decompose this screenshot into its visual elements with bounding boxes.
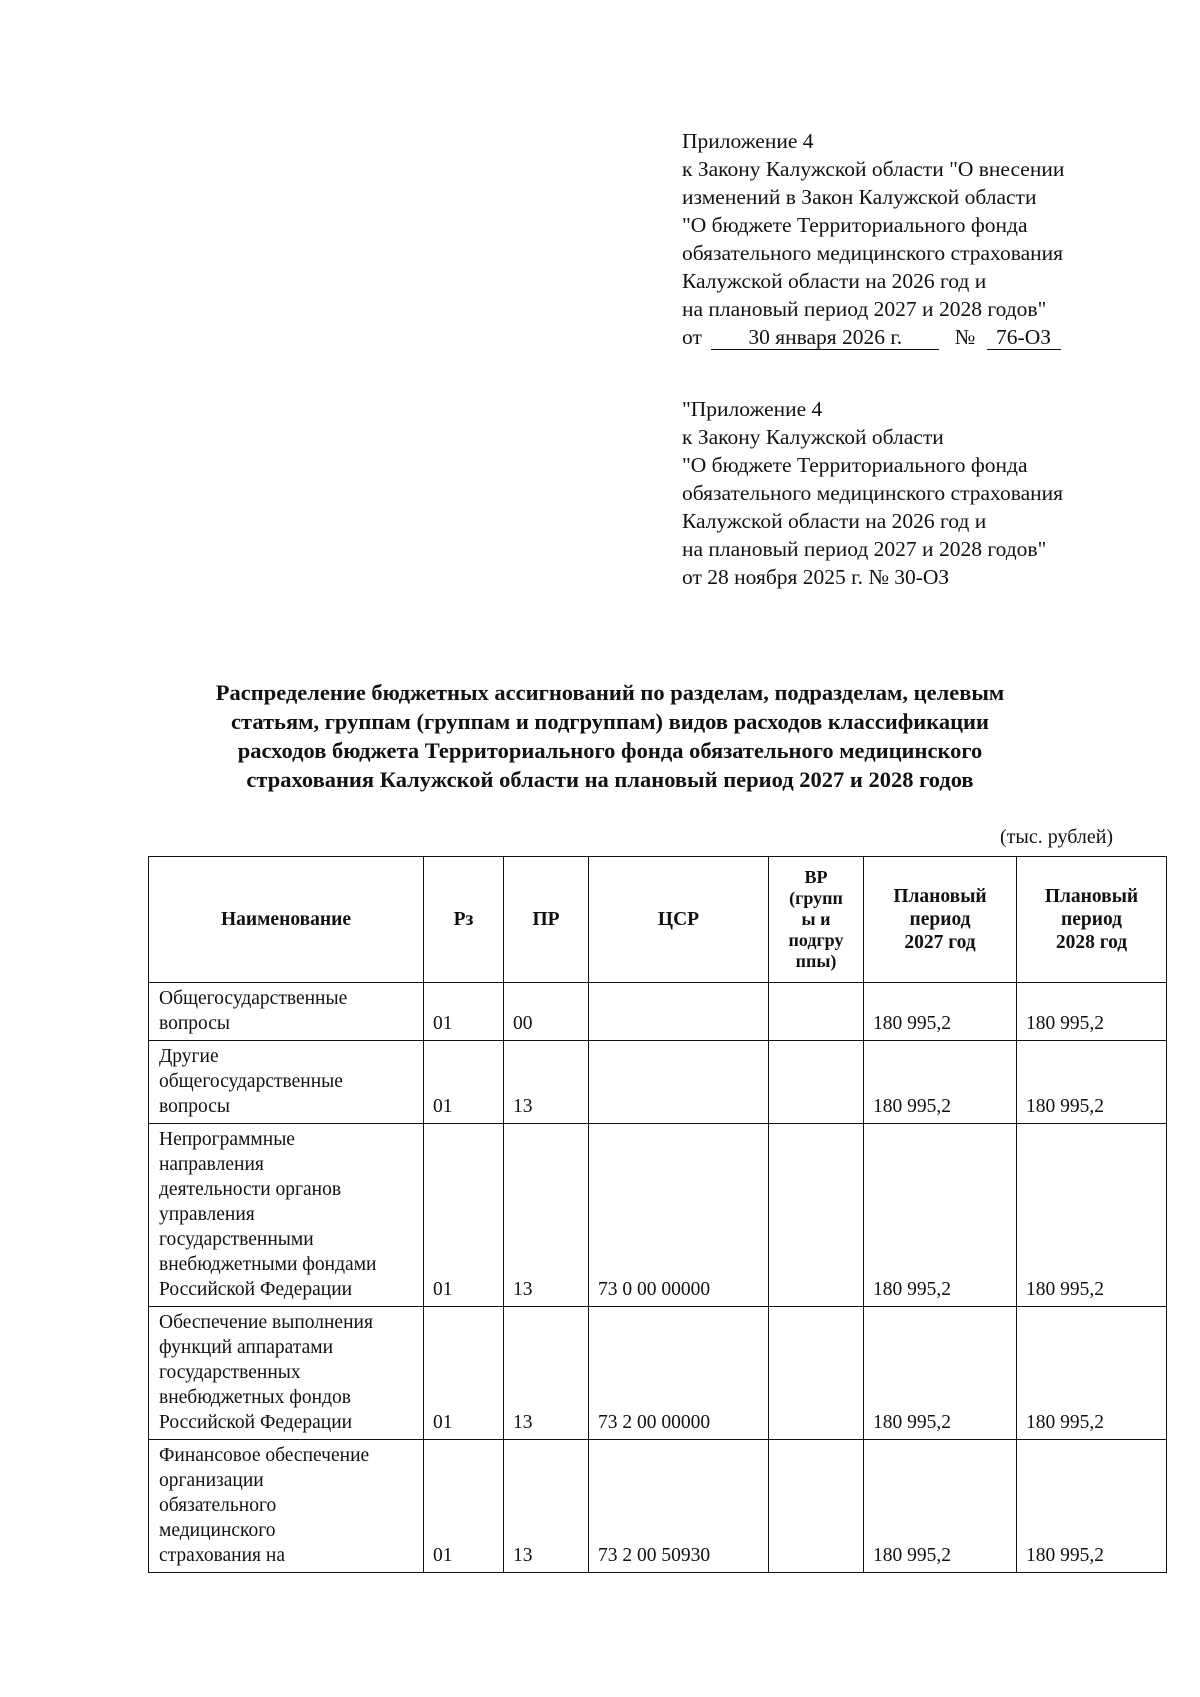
title-line: расходов бюджета Территориального фонда обязательного медицинского <box>237 738 983 763</box>
law-date-line <box>682 323 1182 351</box>
appendix-line: Приложение 4 <box>682 129 814 153</box>
row-vr <box>769 1041 864 1124</box>
row-2027: 180 995,2 <box>864 1307 1017 1440</box>
header-vr: ВР (групп ы и подгру ппы) <box>769 857 864 983</box>
header-pr: ПР <box>504 857 589 983</box>
row-2028: 180 995,2 <box>1017 983 1167 1041</box>
row-vr <box>769 1440 864 1573</box>
row-pr: 13 <box>504 1440 589 1573</box>
table-row <box>149 1307 1167 1440</box>
table-row <box>149 1124 1167 1307</box>
row-vr <box>769 983 864 1041</box>
row-name: Финансовое обеспечение организации обязательного медицинского страхования на <box>149 1440 424 1573</box>
row-2028: 180 995,2 <box>1017 1440 1167 1573</box>
number-sign: № <box>954 325 976 349</box>
row-csr: 73 0 00 00000 <box>589 1124 769 1307</box>
appendix-line: обязательного медицинского страхования <box>682 481 1064 505</box>
appendix-line: Калужской области на 2026 год и <box>682 509 987 533</box>
appendix-line: Калужской области на 2026 год и <box>682 269 987 293</box>
title-line: Распределение бюджетных ассигнований по разделам, подразделам, целевым <box>215 680 1005 705</box>
row-rz: 01 <box>424 1124 504 1307</box>
document-title <box>130 678 1090 794</box>
row-name: Общегосударственные вопросы <box>149 983 424 1041</box>
row-pr: 13 <box>504 1124 589 1307</box>
row-csr: 73 2 00 00000 <box>589 1307 769 1440</box>
row-csr: 73 2 00 50930 <box>589 1440 769 1573</box>
table-header-row <box>149 857 1167 983</box>
appendix-line: на плановый период 2027 и 2028 годов" <box>682 297 1047 321</box>
row-2027: 180 995,2 <box>864 983 1017 1041</box>
table-row <box>149 1041 1167 1124</box>
row-rz: 01 <box>424 983 504 1041</box>
appendix-line: обязательного медицинского страхования <box>682 241 1064 265</box>
appendix-line: к Закону Калужской области <box>682 425 944 449</box>
appendix-header-old <box>682 395 1182 591</box>
row-name: Другие общегосударственные вопросы <box>149 1041 424 1124</box>
appendix-line: к Закону Калужской области "О внесении <box>682 157 1065 181</box>
row-rz: 01 <box>424 1041 504 1124</box>
row-rz: 01 <box>424 1307 504 1440</box>
appendix-line: "О бюджете Территориального фонда <box>682 213 1028 237</box>
title-line: статьям, группам (группам и подгруппам) видов расходов классификации <box>231 709 989 734</box>
header-name: Наименование <box>149 857 424 983</box>
row-2028: 180 995,2 <box>1017 1041 1167 1124</box>
row-rz: 01 <box>424 1440 504 1573</box>
appendix-line: на плановый период 2027 и 2028 годов" <box>682 537 1047 561</box>
header-rz: Рз <box>424 857 504 983</box>
row-name: Непрограммные направления деятельности органов управления государственными внебюджетными фондами Российской Федерации <box>149 1124 424 1307</box>
budget-table <box>148 856 1167 1573</box>
from-prefix: от <box>682 325 702 349</box>
appendix-line: от 28 ноября 2025 г. № 30-ОЗ <box>682 565 950 589</box>
appendix-header-new <box>682 127 1182 351</box>
row-csr <box>589 1041 769 1124</box>
row-2028: 180 995,2 <box>1017 1124 1167 1307</box>
appendix-line: "Приложение 4 <box>682 397 823 421</box>
row-2028: 180 995,2 <box>1017 1307 1167 1440</box>
row-name: Обеспечение выполнения функций аппаратами государственных внебюджетных фондов Российской Федерации <box>149 1307 424 1440</box>
row-2027: 180 995,2 <box>864 1124 1017 1307</box>
table-row <box>149 1440 1167 1573</box>
row-pr: 13 <box>504 1041 589 1124</box>
header-2028: Плановый период 2028 год <box>1017 857 1167 983</box>
row-vr <box>769 1124 864 1307</box>
law-date: 30 января 2026 г. <box>711 325 939 350</box>
appendix-line: "О бюджете Территориального фонда <box>682 453 1028 477</box>
row-csr <box>589 983 769 1041</box>
header-2027: Плановый период 2027 год <box>864 857 1017 983</box>
row-pr: 00 <box>504 983 589 1041</box>
appendix-line: изменений в Закон Калужской области <box>682 185 1037 209</box>
row-pr: 13 <box>504 1307 589 1440</box>
unit-label: (тыс. рублей) <box>1000 826 1114 848</box>
header-csr: ЦСР <box>589 857 769 983</box>
title-line: страхования Калужской области на плановый период 2027 и 2028 годов <box>246 767 974 792</box>
table-row <box>149 983 1167 1041</box>
row-2027: 180 995,2 <box>864 1041 1017 1124</box>
row-vr <box>769 1307 864 1440</box>
row-2027: 180 995,2 <box>864 1440 1017 1573</box>
law-number: 76-ОЗ <box>987 325 1061 350</box>
